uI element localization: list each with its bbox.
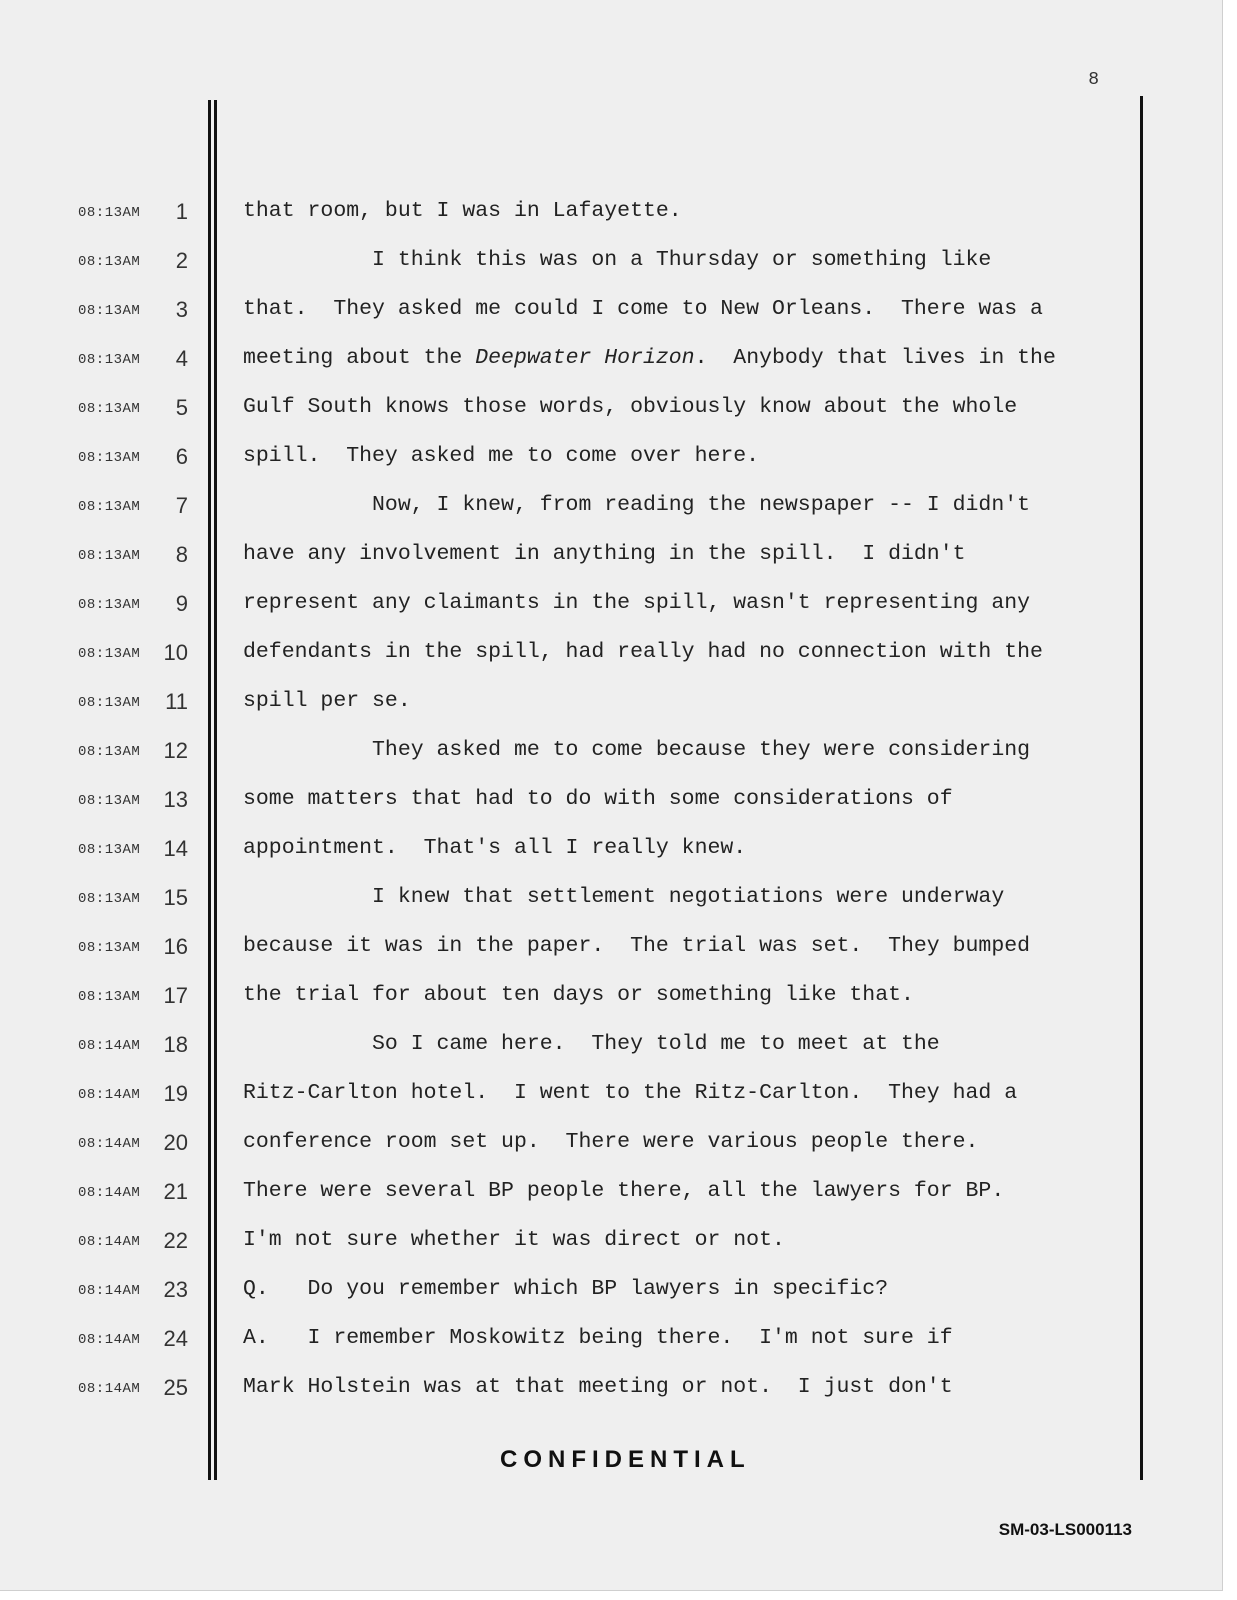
transcript-line (0, 1073, 1140, 1122)
line-timestamp: 08:13AM (78, 989, 141, 1005)
line-number: 1 (175, 199, 188, 224)
line-text: I'm not sure whether it was direct or not. (243, 1228, 785, 1252)
line-timestamp: 08:13AM (78, 254, 141, 270)
transcript-line (0, 1269, 1140, 1318)
line-text: Now, I knew, from reading the newspaper -- I didn't (243, 493, 1031, 517)
line-text: have any involvement in anything in the spill. I didn't (243, 542, 966, 566)
line-text: that room, but I was in Lafayette. (243, 199, 682, 223)
transcript-lines (0, 191, 1140, 1416)
line-timestamp: 08:14AM (78, 1038, 141, 1054)
line-timestamp: 08:13AM (78, 450, 141, 466)
transcript-line (0, 681, 1140, 730)
line-text: that. They asked me could I come to New Orleans. There was a (243, 297, 1043, 321)
line-timestamp: 08:13AM (78, 940, 141, 956)
line-number: 24 (163, 1326, 188, 1351)
transcript-line (0, 779, 1140, 828)
transcript-line (0, 485, 1140, 534)
line-number: 4 (175, 346, 188, 371)
line-text (243, 346, 1056, 370)
line-number: 15 (163, 885, 188, 910)
line-text: spill. They asked me to come over here. (243, 444, 760, 468)
line-text: Gulf South knows those words, obviously know about the whole (243, 395, 1018, 419)
transcript-line (0, 1122, 1140, 1171)
line-text: the trial for about ten days or something like that. (243, 983, 914, 1007)
bates-number: SM-03-LS000113 (998, 1520, 1132, 1539)
line-timestamp: 08:14AM (78, 1234, 141, 1250)
line-number: 7 (175, 493, 188, 518)
line-timestamp: 08:13AM (78, 842, 141, 858)
transcript-line (0, 877, 1140, 926)
line-text: Ritz-Carlton hotel. I went to the Ritz-Carlton. They had a (243, 1081, 1018, 1105)
line-text-segment: meeting about the (243, 346, 476, 370)
line-number: 9 (175, 591, 188, 616)
line-timestamp: 08:14AM (78, 1185, 141, 1201)
line-timestamp: 08:13AM (78, 646, 141, 662)
line-timestamp: 08:14AM (78, 1087, 141, 1103)
line-text-italic: Deepwater Horizon (475, 346, 695, 370)
line-number: 16 (163, 934, 188, 959)
transcript-line (0, 828, 1140, 877)
line-number: 22 (163, 1228, 188, 1253)
line-text: There were several BP people there, all the lawyers for BP. (243, 1179, 1005, 1203)
transcript-line (0, 1171, 1140, 1220)
line-number: 17 (163, 983, 188, 1008)
line-number: 23 (163, 1277, 188, 1302)
line-number: 6 (175, 444, 188, 469)
line-timestamp: 08:13AM (78, 793, 141, 809)
line-timestamp: 08:13AM (78, 205, 141, 221)
line-number: 19 (163, 1081, 188, 1106)
line-timestamp: 08:13AM (78, 597, 141, 613)
line-text: because it was in the paper. The trial was set. They bumped (243, 934, 1031, 958)
right-margin-rule (1140, 96, 1143, 1480)
transcript-line (0, 926, 1140, 975)
line-timestamp: 08:14AM (78, 1332, 141, 1348)
transcript-line (0, 632, 1140, 681)
line-text: I knew that settlement negotiations were underway (243, 885, 1005, 909)
line-text: conference room set up. There were various people there. (243, 1130, 979, 1154)
line-number: 14 (163, 836, 188, 861)
confidential-label: CONFIDENTIAL (500, 1446, 751, 1473)
line-text: Mark Holstein was at that meeting or not. I just don't (243, 1375, 953, 1399)
line-timestamp: 08:13AM (78, 303, 141, 319)
line-number: 20 (163, 1130, 188, 1155)
line-text: They asked me to come because they were considering (243, 738, 1031, 762)
line-number: 10 (163, 640, 188, 665)
line-number: 2 (175, 248, 188, 273)
line-text: appointment. That's all I really knew. (243, 836, 747, 860)
transcript-line (0, 1318, 1140, 1367)
transcript-line (0, 387, 1140, 436)
transcript-line (0, 534, 1140, 583)
transcript-line (0, 191, 1140, 240)
line-timestamp: 08:13AM (78, 744, 141, 760)
transcript-line (0, 436, 1140, 485)
line-number: 11 (165, 689, 188, 714)
line-timestamp: 08:13AM (78, 401, 141, 417)
line-number: 21 (163, 1179, 188, 1204)
line-timestamp: 08:14AM (78, 1136, 141, 1152)
line-timestamp: 08:14AM (78, 1381, 141, 1397)
line-text: spill per se. (243, 689, 411, 713)
line-number: 3 (175, 297, 188, 322)
line-number: 18 (163, 1032, 188, 1057)
transcript-line (0, 1024, 1140, 1073)
line-timestamp: 08:13AM (78, 352, 141, 368)
line-timestamp: 08:13AM (78, 891, 141, 907)
transcript-line (0, 1367, 1140, 1416)
line-text: some matters that had to do with some considerations of (243, 787, 953, 811)
page-number: 8 (1088, 70, 1099, 90)
transcript-line (0, 289, 1140, 338)
transcript-line (0, 975, 1140, 1024)
line-text-segment: . Anybody that lives in the (694, 346, 1056, 370)
line-timestamp: 08:13AM (78, 499, 141, 515)
line-number: 12 (163, 738, 188, 763)
line-number: 5 (175, 395, 188, 420)
transcript-line (0, 1220, 1140, 1269)
line-number: 8 (175, 542, 188, 567)
line-timestamp: 08:13AM (78, 548, 141, 564)
line-timestamp: 08:14AM (78, 1283, 141, 1299)
line-text: represent any claimants in the spill, wasn't representing any (243, 591, 1031, 615)
line-text: defendants in the spill, had really had no connection with the (243, 640, 1043, 664)
transcript-line (0, 240, 1140, 289)
line-number: 13 (163, 787, 188, 812)
transcript-line (0, 583, 1140, 632)
line-timestamp: 08:13AM (78, 695, 141, 711)
transcript-line (0, 730, 1140, 779)
line-text: A. I remember Moskowitz being there. I'm not sure if (243, 1326, 953, 1350)
line-text: Q. Do you remember which BP lawyers in specific? (243, 1277, 889, 1301)
line-text: So I came here. They told me to meet at the (243, 1032, 940, 1056)
line-text: I think this was on a Thursday or something like (243, 248, 992, 272)
line-number: 25 (163, 1375, 188, 1400)
transcript-line (0, 338, 1140, 387)
